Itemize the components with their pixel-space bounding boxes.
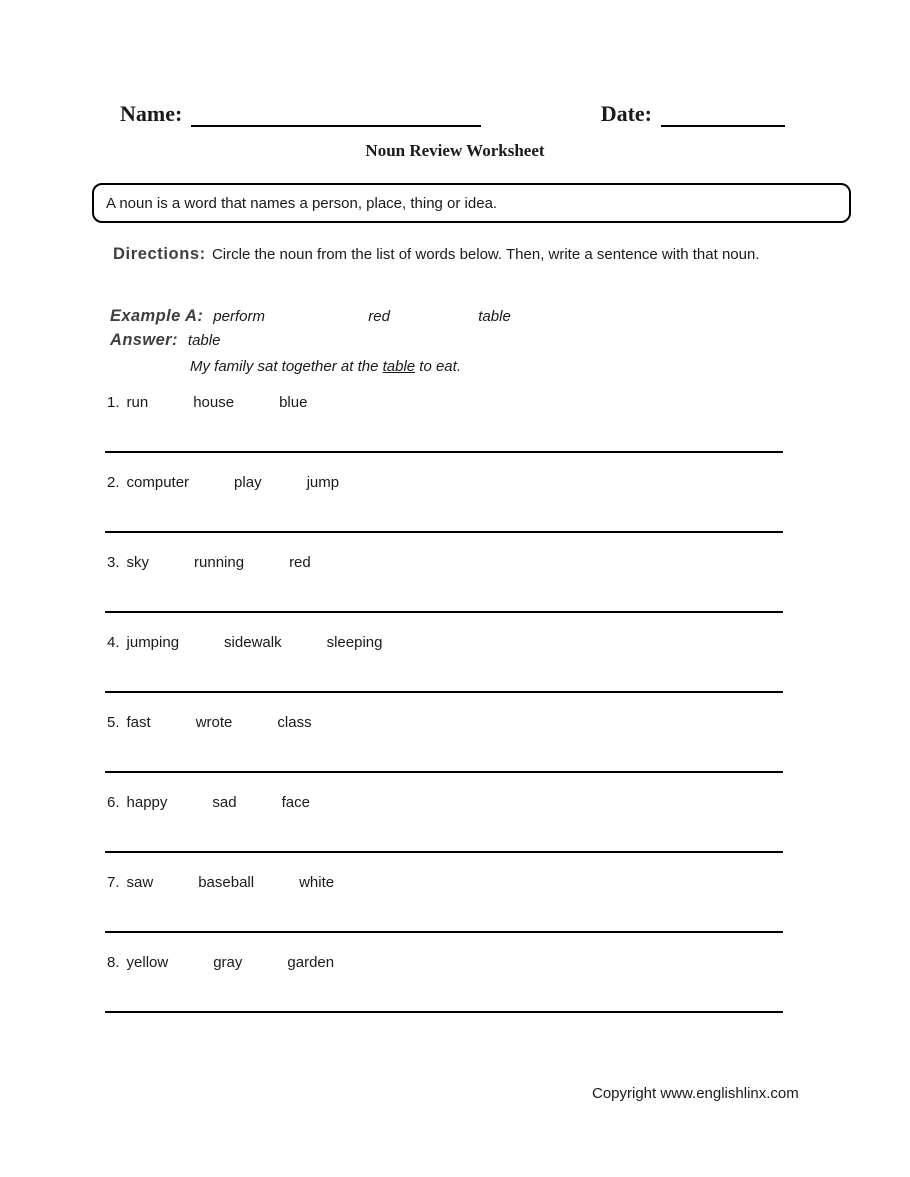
item-word[interactable]: red [289, 554, 311, 571]
item-row-1 [105, 394, 783, 474]
item-word[interactable]: saw [126, 874, 154, 891]
item-word[interactable]: blue [279, 394, 308, 411]
example-word: table [478, 308, 511, 325]
item-row-6 [105, 794, 783, 874]
item-word[interactable]: gray [213, 954, 243, 971]
copyright-footer: Copyright www.englishlinx.com [592, 1085, 799, 1102]
answer-value: table [187, 332, 221, 349]
item-number: 4. [107, 634, 120, 651]
item-word[interactable]: class [277, 714, 312, 731]
item-list [105, 394, 783, 1034]
item-number: 5. [107, 714, 120, 731]
directions-label: Directions: [113, 245, 206, 263]
answer-writing-line[interactable] [105, 451, 783, 453]
sentence-suffix: to eat. [415, 358, 461, 375]
item-word[interactable]: white [299, 874, 335, 891]
item-number: 6. [107, 794, 120, 811]
item-word[interactable]: jump [306, 474, 340, 491]
example-word: red [368, 308, 390, 325]
item-word[interactable]: fast [126, 714, 151, 731]
item-word[interactable]: baseball [198, 874, 255, 891]
item-words [107, 474, 339, 491]
example-label: Example A: [110, 307, 204, 325]
item-words [107, 634, 382, 651]
item-word[interactable]: running [194, 554, 245, 571]
item-word[interactable]: computer [126, 474, 190, 491]
item-row-3 [105, 554, 783, 634]
item-words [107, 794, 310, 811]
answer-label: Answer: [110, 331, 178, 349]
answer-writing-line[interactable] [105, 771, 783, 773]
item-word[interactable]: sleeping [326, 634, 383, 651]
item-word[interactable]: sidewalk [224, 634, 282, 651]
item-word[interactable]: jumping [126, 634, 180, 651]
directions [107, 243, 805, 266]
example-word: perform [213, 308, 265, 325]
example-sentence [190, 358, 511, 381]
name-label: Name: [120, 101, 183, 126]
name-date-row [120, 101, 785, 127]
item-number: 7. [107, 874, 120, 891]
page-title: Noun Review Worksheet [365, 141, 545, 160]
answer-writing-line[interactable] [105, 531, 783, 533]
item-row-7 [105, 874, 783, 954]
item-words [107, 554, 311, 571]
item-words [107, 394, 307, 411]
item-words [107, 954, 334, 971]
item-row-5 [105, 714, 783, 794]
item-word[interactable]: sky [126, 554, 150, 571]
item-word[interactable]: sad [212, 794, 237, 811]
item-word[interactable]: yellow [126, 954, 169, 971]
sentence-prefix: My family sat together at the [190, 358, 383, 375]
item-number: 2. [107, 474, 120, 491]
sentence-underlined-word: table [382, 358, 416, 375]
date-field [601, 101, 785, 127]
example-answer-row [110, 331, 511, 355]
item-word[interactable]: face [281, 794, 310, 811]
item-words [107, 714, 312, 731]
item-number: 8. [107, 954, 120, 971]
answer-writing-line[interactable] [105, 851, 783, 853]
name-blank-line[interactable] [191, 101, 481, 127]
item-word[interactable]: run [126, 394, 149, 411]
date-blank-line[interactable] [661, 101, 785, 127]
item-row-4 [105, 634, 783, 714]
item-number: 1. [107, 394, 120, 411]
date-label: Date: [600, 101, 652, 126]
item-number: 3. [107, 554, 120, 571]
example-words [213, 308, 511, 325]
answer-writing-line[interactable] [105, 1011, 783, 1013]
item-word[interactable]: garden [287, 954, 335, 971]
answer-writing-line[interactable] [105, 691, 783, 693]
item-word[interactable]: house [193, 394, 235, 411]
item-row-2 [105, 474, 783, 554]
directions-text: Circle the noun from the list of words below. Then, write a sentence with that noun. [211, 246, 760, 263]
example-block [110, 307, 511, 381]
answer-writing-line[interactable] [105, 611, 783, 613]
definition-box [92, 183, 851, 223]
example-words-row [110, 307, 511, 330]
name-field [120, 101, 481, 127]
item-row-8 [105, 954, 783, 1034]
item-word[interactable]: play [234, 474, 262, 491]
answer-writing-line[interactable] [105, 931, 783, 933]
item-words [107, 874, 334, 891]
item-word[interactable]: wrote [195, 714, 233, 731]
item-word[interactable]: happy [126, 794, 168, 811]
definition-text: A noun is a word that names a person, place, thing or idea. [106, 194, 498, 212]
